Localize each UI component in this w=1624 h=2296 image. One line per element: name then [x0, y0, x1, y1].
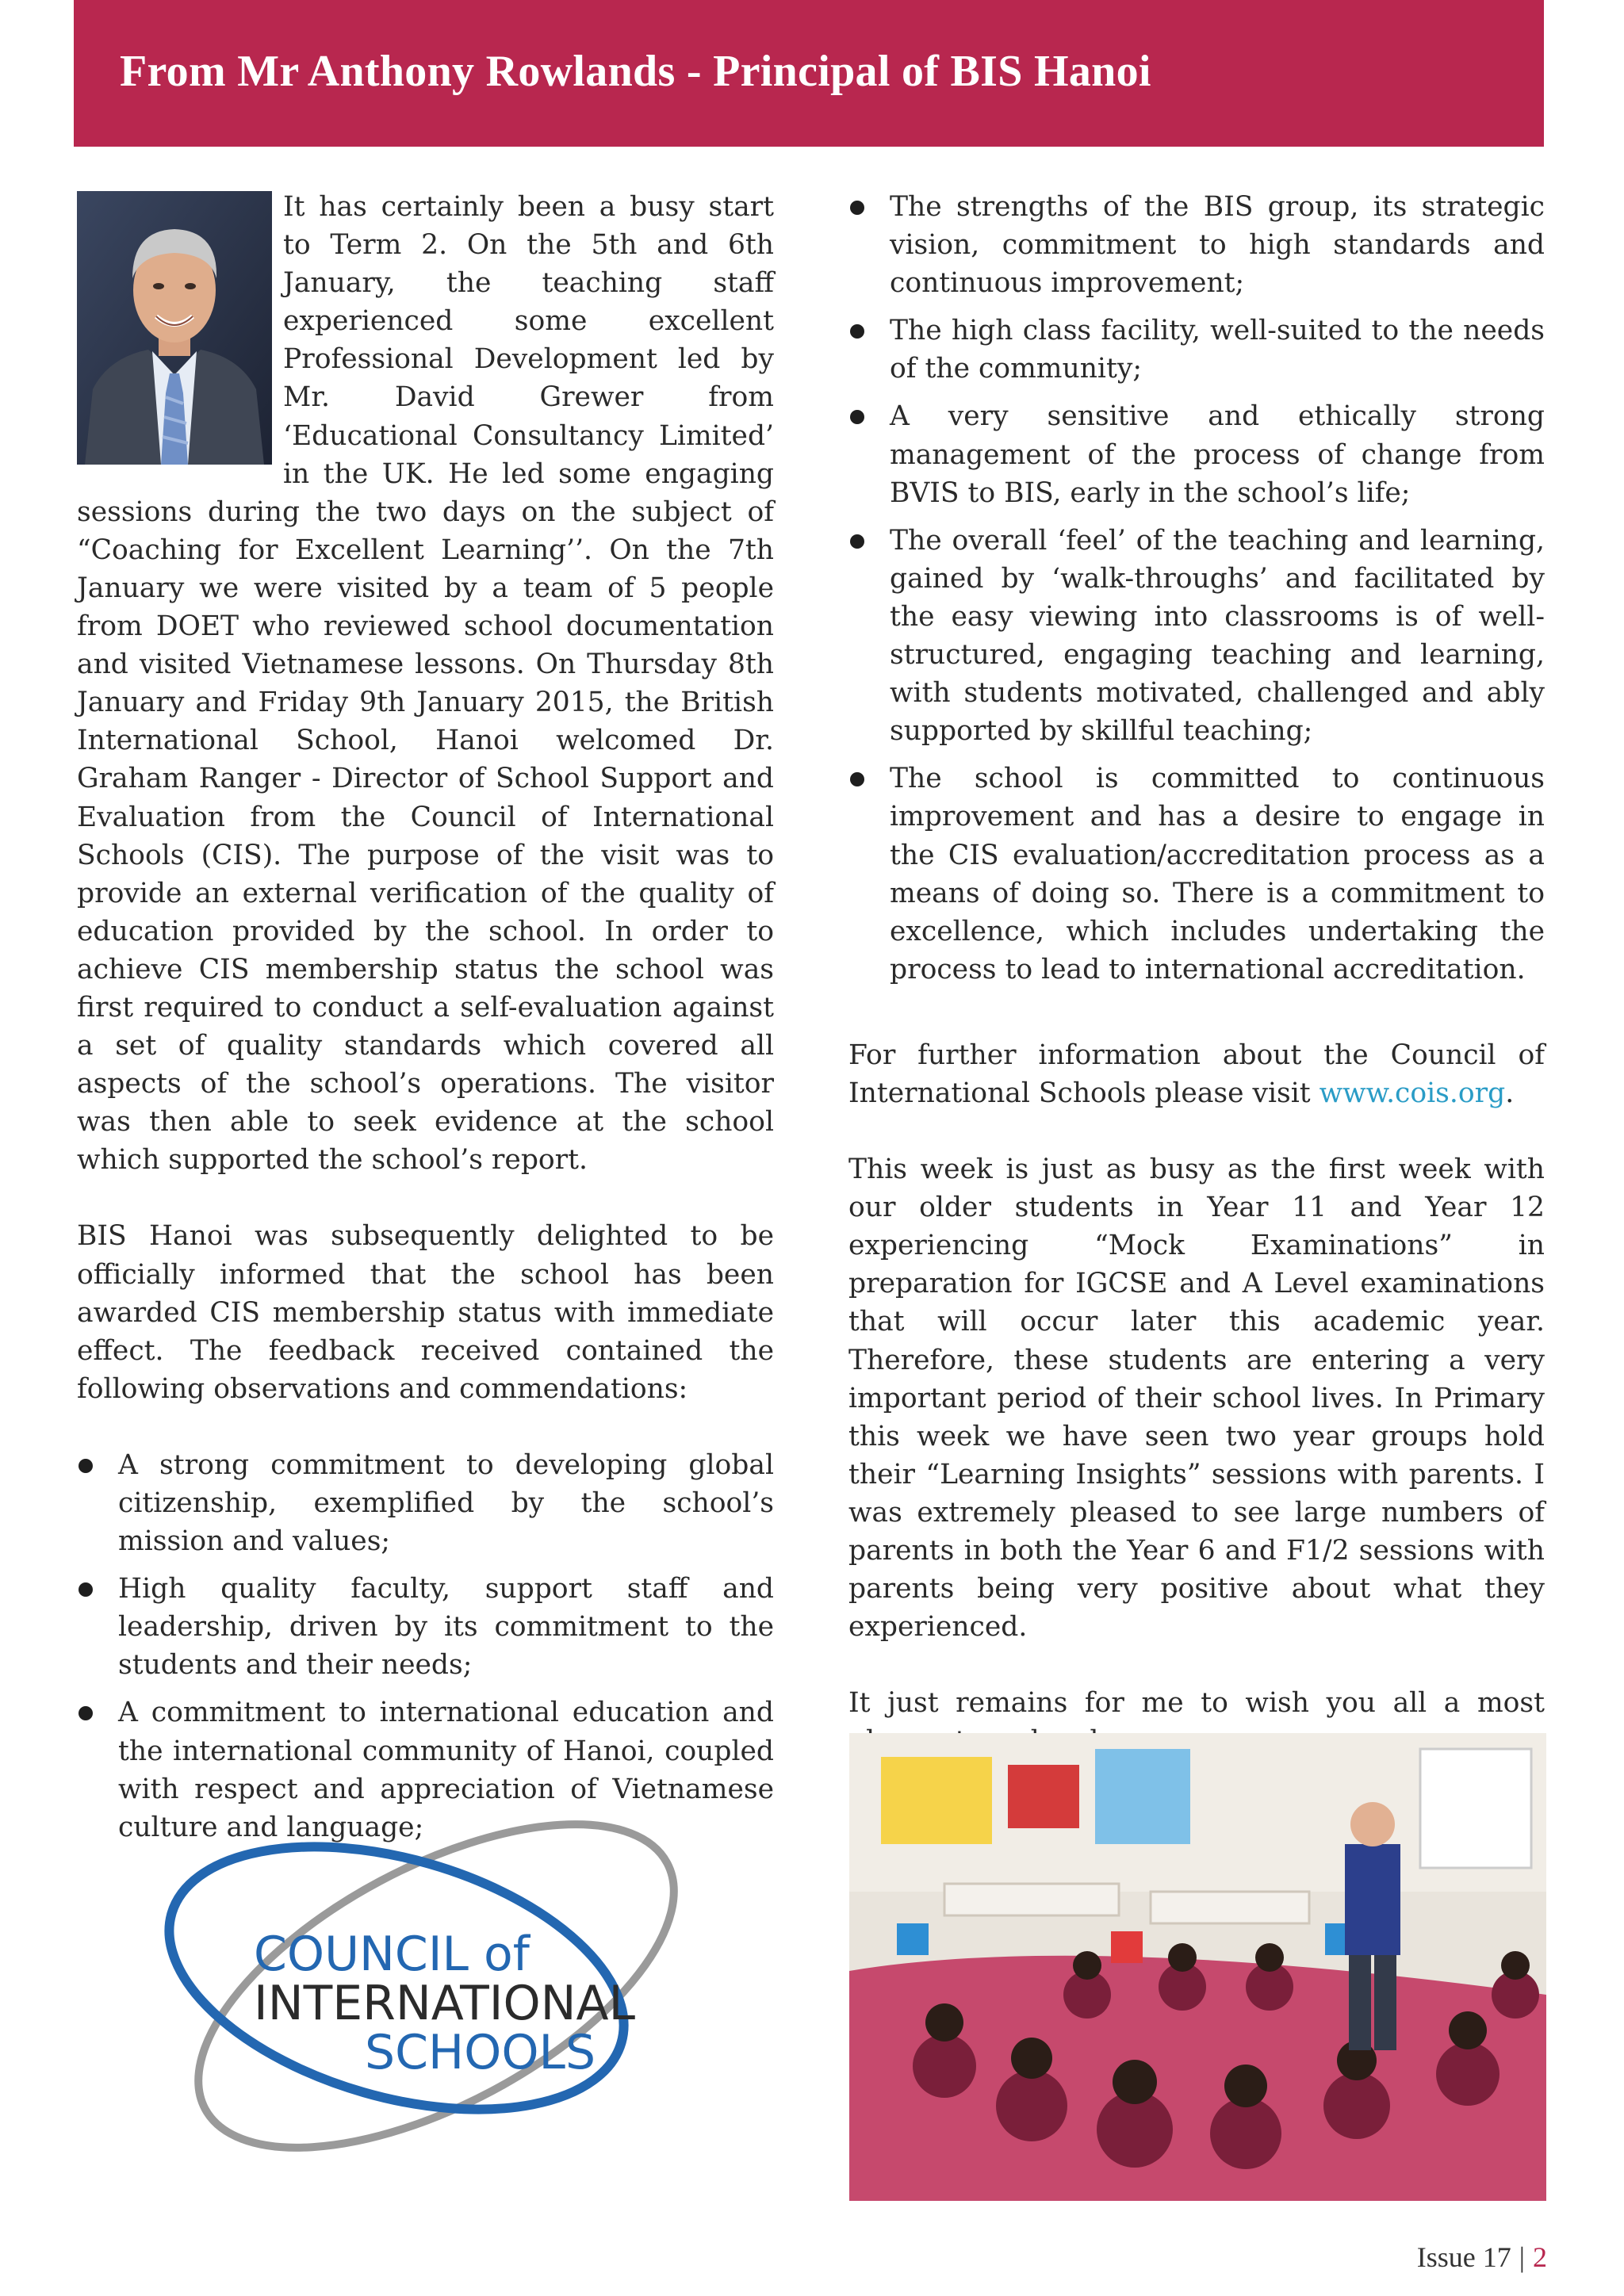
- list-item: The high class facility, well-suited to the needs of the community;: [848, 312, 1545, 388]
- list-item: High quality faculty, support staff and leadership, driven by its commitment to the students and their needs;: [77, 1570, 774, 1684]
- further-info-paragraph: For further information about the Council of International Schools please visit www.cois.org.: [848, 1039, 1545, 1109]
- logo-line-2: INTERNATIONAL: [254, 1976, 636, 2031]
- list-item: The strengths of the BIS group, its strategic vision, commitment to high standards and continuous improvement;: [848, 188, 1545, 302]
- footer-separator: |: [1519, 2241, 1525, 2273]
- cis-logo: [135, 1788, 722, 2200]
- classroom-photo: [849, 1733, 1546, 2201]
- this-week-paragraph: This week is just as busy as the first week with our older students in Year 11 and Year 12 experiencing “Mock Examinations” in preparation for IGCSE and A Level examinations that will occur later this academic year. Therefore, these students are entering a very important period of their school lives. In Primary this week we have seen two year groups hold their “Learning Insights” sessions with parents. I was extremely pleased to see large numbers of parents in both the Year 6 and F1/2 sessions with parents being very positive about what they experienced.: [848, 1154, 1545, 1644]
- cois-link[interactable]: www.cois.org: [1319, 1077, 1506, 1109]
- right-column: [848, 188, 1545, 1760]
- principal-portrait: [77, 191, 272, 465]
- list-item: A very sensitive and ethically strong management of the process of change from BVIS to BIS, early in the school’s life;: [848, 397, 1545, 511]
- page-number: 2: [1533, 2241, 1547, 2273]
- bullet-icon: [79, 1706, 93, 1720]
- intro-paragraph: It has certainly been a busy start to Term 2. On the 5th and 6th January, the teaching staff experienced some excellent Professional Development led by Mr. David Grewer from ‘Educational Consultancy Limited’ in the UK. He led some engaging sessions during the two days on the subject of “Coaching for Excellent Learning’’. On the 7th January we were visited by a team of 5 people from DOET who reviewed school documentation and visited Vietnamese lessons. On Thursday 8th January and Friday 9th January 2015, the British International School, Hanoi welcomed Dr. Graham Ranger - Director of School Support and Evaluation from the Council of International Schools (CIS). The purpose of the visit was to provide an external verification of the quality of education provided by the school. In order to achieve CIS membership status the school was first required to conduct a self-evaluation against a set of quality standards which covered all aspects of the school’s operations. The visitor was then able to seek evidence at the school which supported the school’s report.: [77, 191, 774, 1177]
- commendations-list-right: [848, 188, 1545, 989]
- logo-line-1: COUNCIL of: [254, 1927, 530, 1982]
- classroom-illustration: [849, 1733, 1546, 2201]
- bullet-icon: [850, 201, 864, 215]
- logo-line-3: SCHOOLS: [365, 2025, 596, 2080]
- list-item: The school is committed to continuous improvement and has a desire to engage in the CIS evaluation/accreditation process as a means of doing so. There is a commitment to excellence, which includes undertaking the process to lead to international accreditation.: [848, 760, 1545, 989]
- bullet-icon: [850, 410, 864, 424]
- bullet-icon: [79, 1459, 93, 1473]
- cis-awarded-paragraph: BIS Hanoi was subsequently delighted to be officially informed that the school has been awarded CIS membership status with immediate effect. The feedback received contained the following observations and commendations:: [77, 1220, 774, 1405]
- commendations-list-left: [77, 1446, 774, 1846]
- page-footer: [1417, 2241, 1547, 2274]
- list-item: A strong commitment to developing global citizenship, exemplified by the school’s mission and values;: [77, 1446, 774, 1560]
- portrait-illustration: [77, 191, 272, 465]
- bullet-icon: [850, 534, 864, 549]
- list-item: The overall ‘feel’ of the teaching and learning, gained by ‘walk-throughs’ and facilitated by the easy viewing into classrooms is of well-structured, engaging teaching and learning, with students motivated, challenged and ably supported by skillful teaching;: [848, 522, 1545, 751]
- left-column: [77, 188, 774, 1856]
- bullet-icon: [850, 772, 864, 786]
- list-item: A commitment to international education and the international community of Hanoi, coupled with respect and appreciation of Vietnamese culture and language;: [77, 1693, 774, 1846]
- page-title: From Mr Anthony Rowlands - Principal of BIS Hanoi: [120, 47, 1151, 96]
- header-banner: [74, 0, 1544, 147]
- closing-paragraph: It just remains for me to wish you all a most: [848, 1687, 1545, 1720]
- bullet-icon: [79, 1582, 93, 1597]
- bullet-icon: [850, 324, 864, 339]
- issue-label: Issue 17: [1416, 2241, 1511, 2273]
